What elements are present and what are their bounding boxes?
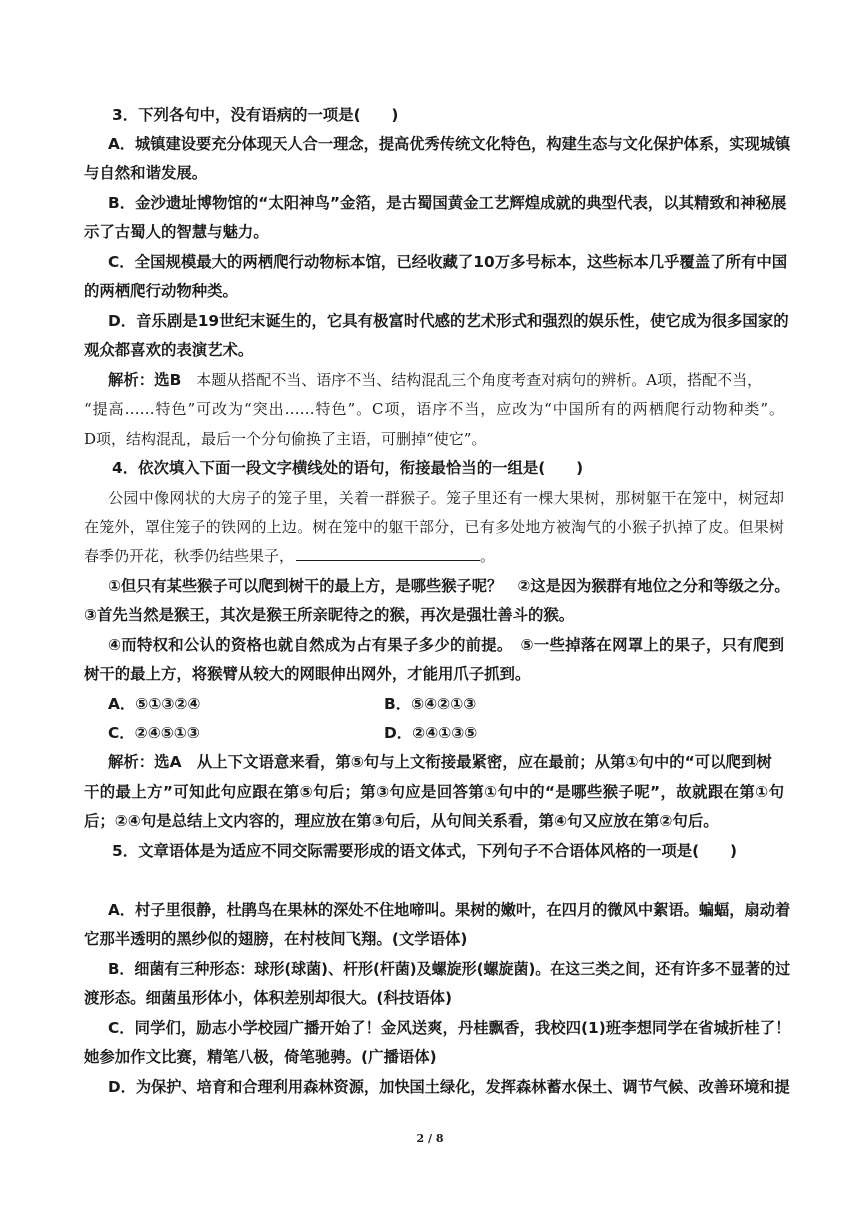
q3-option-c-line2: 的两栖爬行动物种类。 <box>84 282 238 300</box>
q4-option-c: C．②④⑤①③ <box>108 724 200 742</box>
q4-stem: 4．依次填入下面一段文字横线处的语句，衔接最恰当的一组是( ) <box>112 459 584 477</box>
q4-passage-line3 <box>84 546 495 566</box>
q4-passage-line3-end: 。 <box>480 547 496 565</box>
q3-option-b-line2: 示了古蜀人的智慧与魅力。 <box>84 223 269 241</box>
q3-analysis-line2: “提高……特色”可改为“突出……特色”。C项，语序不当，应改为“中国所有的两栖爬行动物种类”。 <box>84 400 784 418</box>
q4-analysis-line3: 后；②④句是总结上文内容的，理应放在第③句后，从句间关系看，第④句又应放在第②句后。 <box>84 812 719 830</box>
q3-analysis-label: 解析：选B <box>108 371 182 389</box>
q4-analysis-line2: 干的最上方”可知此句应跟在第⑤句后；第③句应是回答第①句中的“是哪些猴子呢”，故就跟在第①句 <box>84 783 784 801</box>
q5-option-c-line2: 她参加作文比赛，精笔八极，倚笔驰骋。(广播语体) <box>84 1048 437 1066</box>
q3-option-d-line2: 观众都喜欢的表演艺术。 <box>84 341 254 359</box>
q3-option-b-line1: B．金沙遗址博物馆的“太阳神鸟”金箔，是古蜀国黄金工艺辉煌成就的典型代表，以其精致和神秘展 <box>108 194 787 212</box>
q4-option-d: D．②④①③⑤ <box>384 724 478 742</box>
q4-analysis-text1: 从上下文语意来看，第⑤句与上文衔接最紧密，应在最前；从第①句中的“可以爬到树 <box>181 753 772 771</box>
q5-option-a-line2: 它那半透明的黑纱似的翅膀，在村枝间飞翔。(文学语体) <box>84 930 468 948</box>
q4-sentence-line2: ③首先当然是猴王，其次是猴王所亲昵待之的猴，再次是强壮善斗的猴。 <box>84 606 575 624</box>
q5-option-b-line2: 渡形态。细菌虽形体小，体积差别却很大。(科技语体) <box>84 989 453 1007</box>
q5-option-a-line1: A．村子里很静，杜鹃鸟在果林的深处不住地啼叫。果树的嫩叶，在四月的微风中絮语。蝙蝠，扇动着 <box>108 901 791 919</box>
q3-analysis-text1: 本题从搭配不当、语序不当、结构混乱三个角度考查对病句的辨析。A项，搭配不当， <box>181 371 763 389</box>
q5-stem: 5．文章语体是为适应不同交际需要形成的语文体式，下列句子不合语体风格的一项是( ) <box>112 842 738 860</box>
q3-option-a-line1: A．城镇建设要充分体现天人合一理念，提高优秀传统文化特色，构建生态与文化保护体系，实现城镇 <box>108 135 791 153</box>
q3-option-c-line1: C．全国规模最大的两栖爬行动物标本馆，已经收藏了10万多号标本，这些标本几乎覆盖了所有中国 <box>108 253 788 271</box>
q4-analysis-label: 解析：选A <box>108 753 182 771</box>
q3-option-a-line2: 与自然和谐发展。 <box>84 164 208 182</box>
q5-option-d-line1: D．为保护、培育和合理利用森林资源，加快国土绿化，发挥森林蓄水保土、调节气候、改善环境和提 <box>108 1078 790 1096</box>
q4-option-b: B．⑤④②①③ <box>384 695 477 713</box>
q4-passage-line1: 公园中像网状的大房子的笼子里，关着一群猴子。笼子里还有一棵大果树，那树躯干在笼中，树冠却 <box>108 489 784 507</box>
q4-passage-line2: 在笼外，罩住笼子的铁网的上边。树在笼中的躯干部分，已有多处地方被淘气的小猴子扒掉了皮。但果树 <box>84 518 784 536</box>
q3-analysis-line3: D项，结构混乱，最后一个分句偷换了主语，可删掉“使它”。 <box>84 430 487 448</box>
page-number: 2 / 8 <box>416 1132 444 1145</box>
q4-analysis-line1 <box>108 752 784 772</box>
q4-sentence-line3: ④而特权和公认的资格也就自然成为占有果子多少的前提。 ⑤一些掉落在网罩上的果子，只有爬到 <box>108 636 784 654</box>
q4-passage-line3-text: 春季仍开花，秋季仍结些果子， <box>84 547 295 565</box>
q5-option-c-line1: C．同学们，励志小学校园广播开始了！金风送爽，丹桂飘香，我校四(1)班李想同学在省城折桂了！ <box>108 1019 791 1037</box>
q5-option-b-line1: B．细菌有三种形态：球形(球菌)、杆形(杆菌)及螺旋形(螺旋菌)。在这三类之间，还有许多不显著的过 <box>108 960 791 978</box>
q4-option-a: A．⑤①③②④ <box>108 695 201 713</box>
q4-sentence-line4: 树干的最上方，将猴臂从较大的网眼伸出网外，才能用爪子抓到。 <box>84 665 531 683</box>
q3-option-d-line1: D．音乐剧是19世纪末诞生的，它具有极富时代感的艺术形式和强烈的娱乐性，使它成为很多国家的 <box>108 312 789 330</box>
q3-stem: 3．下列各句中，没有语病的一项是( ) <box>112 106 399 124</box>
q4-sentence-line1: ①但只有某些猴子可以爬到树干的最上方，是哪些猴子呢？ ②这是因为猴群有地位之分和等级之分。 <box>108 577 790 595</box>
fill-in-blank <box>296 546 480 561</box>
q3-analysis-line1 <box>108 370 784 390</box>
